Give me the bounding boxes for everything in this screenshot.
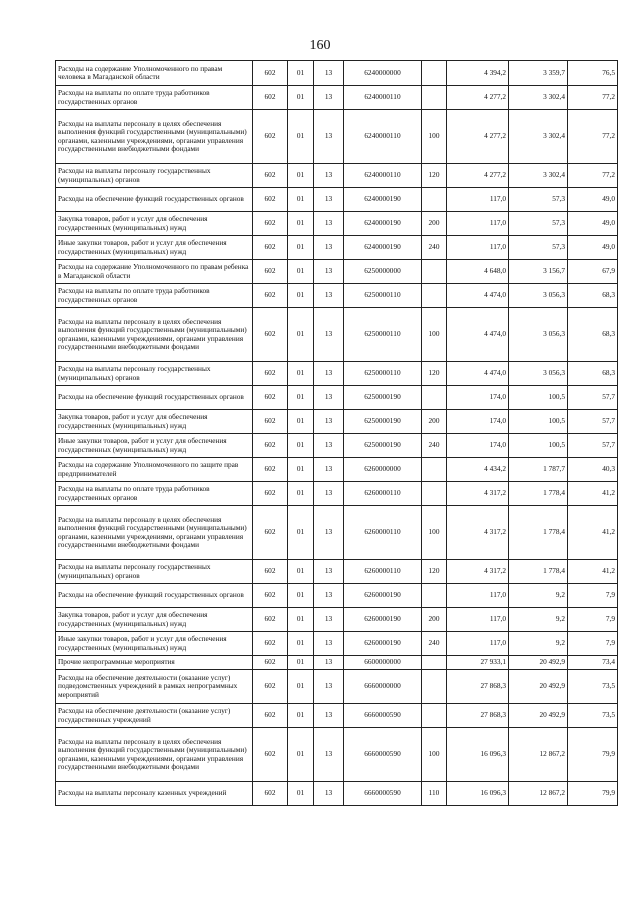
expense-type-cell: 240 <box>422 236 447 260</box>
execution-percent-cell: 67,9 <box>568 260 618 284</box>
actual-amount-cell: 20 492,9 <box>509 656 568 670</box>
subsection-code-cell: 13 <box>314 362 344 386</box>
execution-percent-cell: 41,2 <box>568 560 618 584</box>
expense-type-cell: 240 <box>422 434 447 458</box>
section-code-cell: 01 <box>288 164 314 188</box>
table-row <box>56 560 618 584</box>
row-name-cell: Расходы на обеспечение функций государственных органов <box>56 386 253 410</box>
section-code-cell: 01 <box>288 458 314 482</box>
subsection-code-cell: 13 <box>314 386 344 410</box>
subsection-code-cell: 13 <box>314 704 344 728</box>
execution-percent-cell: 7,9 <box>568 608 618 632</box>
subsection-code-cell: 13 <box>314 61 344 86</box>
target-article-cell: 6260000000 <box>344 458 422 482</box>
ved-code-cell: 602 <box>253 110 288 164</box>
expense-type-cell: 200 <box>422 608 447 632</box>
section-code-cell: 01 <box>288 308 314 362</box>
target-article-cell: 6660000590 <box>344 728 422 782</box>
planned-amount-cell: 27 933,1 <box>447 656 509 670</box>
planned-amount-cell: 4 434,2 <box>447 458 509 482</box>
table-row <box>56 86 618 110</box>
page-number: 160 <box>309 38 331 53</box>
expense-type-cell <box>422 386 447 410</box>
actual-amount-cell: 9,2 <box>509 632 568 656</box>
actual-amount-cell: 3 156,7 <box>509 260 568 284</box>
expense-type-cell: 100 <box>422 506 447 560</box>
ved-code-cell: 602 <box>253 86 288 110</box>
expense-type-cell: 100 <box>422 308 447 362</box>
expense-type-cell: 120 <box>422 362 447 386</box>
subsection-code-cell: 13 <box>314 482 344 506</box>
subsection-code-cell: 13 <box>314 458 344 482</box>
target-article-cell: 6260000190 <box>344 608 422 632</box>
ved-code-cell: 602 <box>253 482 288 506</box>
table-row <box>56 704 618 728</box>
expense-type-cell: 100 <box>422 110 447 164</box>
section-code-cell: 01 <box>288 188 314 212</box>
execution-percent-cell: 57,7 <box>568 434 618 458</box>
actual-amount-cell: 57,3 <box>509 236 568 260</box>
table-row <box>56 110 618 164</box>
table-row <box>56 284 618 308</box>
planned-amount-cell: 117,0 <box>447 584 509 608</box>
expense-type-cell: 100 <box>422 728 447 782</box>
row-name-cell: Иные закупки товаров, работ и услуг для обеспечения государственных (муниципальных) нужд <box>56 236 253 260</box>
row-name-cell: Расходы на выплаты по оплате труда работников государственных органов <box>56 482 253 506</box>
actual-amount-cell: 57,3 <box>509 212 568 236</box>
table-row <box>56 61 618 86</box>
expense-type-cell <box>422 86 447 110</box>
ved-code-cell: 602 <box>253 284 288 308</box>
row-name-cell: Расходы на выплаты персоналу в целях обеспечения выполнения функций государственными (муниципальными) органами, казенными учреждениями, органами управления государственными внебюджетными фондами <box>56 506 253 560</box>
row-name-cell: Расходы на выплаты персоналу государственных (муниципальных) органов <box>56 560 253 584</box>
planned-amount-cell: 16 096,3 <box>447 782 509 806</box>
ved-code-cell: 602 <box>253 308 288 362</box>
expense-type-cell <box>422 670 447 704</box>
row-name-cell: Расходы на выплаты персоналу в целях обеспечения выполнения функций государственными (муниципальными) органами, казенными учреждениями, органами управления государственными внебюджетными фондами <box>56 308 253 362</box>
ved-code-cell: 602 <box>253 188 288 212</box>
row-name-cell: Расходы на выплаты персоналу в целях обеспечения выполнения функций государственными (муниципальными) органами, казенными учреждениями, органами управления государственными внебюджетными фондами <box>56 728 253 782</box>
target-article-cell: 6240000000 <box>344 61 422 86</box>
actual-amount-cell: 1 778,4 <box>509 506 568 560</box>
section-code-cell: 01 <box>288 386 314 410</box>
ved-code-cell: 602 <box>253 670 288 704</box>
subsection-code-cell: 13 <box>314 728 344 782</box>
table-row <box>56 506 618 560</box>
actual-amount-cell: 3 302,4 <box>509 86 568 110</box>
actual-amount-cell: 12 867,2 <box>509 728 568 782</box>
subsection-code-cell: 13 <box>314 670 344 704</box>
subsection-code-cell: 13 <box>314 260 344 284</box>
planned-amount-cell: 4 317,2 <box>447 560 509 584</box>
row-name-cell: Расходы на выплаты персоналу государственных (муниципальных) органов <box>56 362 253 386</box>
section-code-cell: 01 <box>288 410 314 434</box>
execution-percent-cell: 41,2 <box>568 506 618 560</box>
planned-amount-cell: 174,0 <box>447 410 509 434</box>
actual-amount-cell: 3 302,4 <box>509 164 568 188</box>
subsection-code-cell: 13 <box>314 164 344 188</box>
subsection-code-cell: 13 <box>314 656 344 670</box>
ved-code-cell: 602 <box>253 584 288 608</box>
row-name-cell: Расходы на содержание Уполномоченного по правам человека в Магаданской области <box>56 61 253 86</box>
table-row <box>56 458 618 482</box>
target-article-cell: 6260000110 <box>344 482 422 506</box>
subsection-code-cell: 13 <box>314 188 344 212</box>
actual-amount-cell: 20 492,9 <box>509 704 568 728</box>
execution-percent-cell: 7,9 <box>568 584 618 608</box>
actual-amount-cell: 3 302,4 <box>509 110 568 164</box>
row-name-cell: Иные закупки товаров, работ и услуг для обеспечения государственных (муниципальных) нужд <box>56 434 253 458</box>
section-code-cell: 01 <box>288 236 314 260</box>
section-code-cell: 01 <box>288 728 314 782</box>
subsection-code-cell: 13 <box>314 584 344 608</box>
section-code-cell: 01 <box>288 110 314 164</box>
ved-code-cell: 602 <box>253 458 288 482</box>
target-article-cell: 6240000110 <box>344 110 422 164</box>
section-code-cell: 01 <box>288 584 314 608</box>
planned-amount-cell: 4 277,2 <box>447 86 509 110</box>
target-article-cell: 6250000190 <box>344 434 422 458</box>
ved-code-cell: 602 <box>253 506 288 560</box>
execution-percent-cell: 77,2 <box>568 86 618 110</box>
execution-percent-cell: 7,9 <box>568 632 618 656</box>
actual-amount-cell: 9,2 <box>509 608 568 632</box>
planned-amount-cell: 117,0 <box>447 608 509 632</box>
planned-amount-cell: 4 474,0 <box>447 308 509 362</box>
execution-percent-cell: 57,7 <box>568 386 618 410</box>
row-name-cell: Расходы на содержание Уполномоченного по правам ребенка в Магаданской области <box>56 260 253 284</box>
target-article-cell: 6260000190 <box>344 584 422 608</box>
section-code-cell: 01 <box>288 86 314 110</box>
ved-code-cell: 602 <box>253 560 288 584</box>
table-row <box>56 656 618 670</box>
ved-code-cell: 602 <box>253 704 288 728</box>
planned-amount-cell: 117,0 <box>447 188 509 212</box>
row-name-cell: Расходы на выплаты персоналу в целях обеспечения выполнения функций государственными (муниципальными) органами, казенными учреждениями, органами управления государственными внебюджетными фондами <box>56 110 253 164</box>
table-row <box>56 164 618 188</box>
section-code-cell: 01 <box>288 632 314 656</box>
execution-percent-cell: 73,5 <box>568 670 618 704</box>
section-code-cell: 01 <box>288 61 314 86</box>
execution-percent-cell: 68,3 <box>568 362 618 386</box>
planned-amount-cell: 4 277,2 <box>447 164 509 188</box>
planned-amount-cell: 4 474,0 <box>447 284 509 308</box>
execution-percent-cell: 76,5 <box>568 61 618 86</box>
ved-code-cell: 602 <box>253 728 288 782</box>
execution-percent-cell: 79,9 <box>568 728 618 782</box>
target-article-cell: 6240000110 <box>344 86 422 110</box>
target-article-cell: 6250000190 <box>344 386 422 410</box>
ved-code-cell: 602 <box>253 212 288 236</box>
planned-amount-cell: 4 317,2 <box>447 482 509 506</box>
target-article-cell: 6660000590 <box>344 782 422 806</box>
execution-percent-cell: 68,3 <box>568 284 618 308</box>
actual-amount-cell: 3 056,3 <box>509 362 568 386</box>
planned-amount-cell: 4 648,0 <box>447 260 509 284</box>
expense-type-cell: 120 <box>422 164 447 188</box>
planned-amount-cell: 117,0 <box>447 236 509 260</box>
actual-amount-cell: 20 492,9 <box>509 670 568 704</box>
section-code-cell: 01 <box>288 434 314 458</box>
actual-amount-cell: 3 056,3 <box>509 308 568 362</box>
section-code-cell: 01 <box>288 284 314 308</box>
section-code-cell: 01 <box>288 560 314 584</box>
subsection-code-cell: 13 <box>314 212 344 236</box>
table-row <box>56 308 618 362</box>
execution-percent-cell: 68,3 <box>568 308 618 362</box>
ved-code-cell: 602 <box>253 608 288 632</box>
actual-amount-cell: 1 778,4 <box>509 482 568 506</box>
section-code-cell: 01 <box>288 608 314 632</box>
actual-amount-cell: 12 867,2 <box>509 782 568 806</box>
ved-code-cell: 602 <box>253 362 288 386</box>
planned-amount-cell: 27 868,3 <box>447 670 509 704</box>
target-article-cell: 6260000110 <box>344 560 422 584</box>
planned-amount-cell: 4 277,2 <box>447 110 509 164</box>
row-name-cell: Расходы на выплаты персоналу государственных (муниципальных) органов <box>56 164 253 188</box>
expense-type-cell: 120 <box>422 560 447 584</box>
target-article-cell: 6250000110 <box>344 284 422 308</box>
execution-percent-cell: 73,4 <box>568 656 618 670</box>
row-name-cell: Расходы на выплаты персоналу казенных учреждений <box>56 782 253 806</box>
actual-amount-cell: 3 359,7 <box>509 61 568 86</box>
expense-type-cell: 200 <box>422 410 447 434</box>
subsection-code-cell: 13 <box>314 410 344 434</box>
expense-type-cell: 110 <box>422 782 447 806</box>
row-name-cell: Иные закупки товаров, работ и услуг для обеспечения государственных (муниципальных) нужд <box>56 632 253 656</box>
subsection-code-cell: 13 <box>314 86 344 110</box>
ved-code-cell: 602 <box>253 632 288 656</box>
actual-amount-cell: 100,5 <box>509 434 568 458</box>
subsection-code-cell: 13 <box>314 284 344 308</box>
target-article-cell: 6250000110 <box>344 362 422 386</box>
row-name-cell: Расходы на обеспечение деятельности (оказание услуг) государственных учреждений <box>56 704 253 728</box>
table-row <box>56 482 618 506</box>
actual-amount-cell: 100,5 <box>509 386 568 410</box>
section-code-cell: 01 <box>288 782 314 806</box>
target-article-cell: 6260000110 <box>344 506 422 560</box>
actual-amount-cell: 57,3 <box>509 188 568 212</box>
table-row <box>56 584 618 608</box>
subsection-code-cell: 13 <box>314 308 344 362</box>
table-row <box>56 212 618 236</box>
table-row <box>56 362 618 386</box>
planned-amount-cell: 117,0 <box>447 632 509 656</box>
section-code-cell: 01 <box>288 670 314 704</box>
subsection-code-cell: 13 <box>314 632 344 656</box>
row-name-cell: Расходы на обеспечение деятельности (оказание услуг) подведомственных учреждений в рамках непрограммных мероприятий <box>56 670 253 704</box>
expense-type-cell <box>422 482 447 506</box>
subsection-code-cell: 13 <box>314 236 344 260</box>
execution-percent-cell: 41,2 <box>568 482 618 506</box>
table-row <box>56 410 618 434</box>
actual-amount-cell: 100,5 <box>509 410 568 434</box>
target-article-cell: 6660000000 <box>344 670 422 704</box>
target-article-cell: 6250000000 <box>344 260 422 284</box>
subsection-code-cell: 13 <box>314 110 344 164</box>
planned-amount-cell: 117,0 <box>447 212 509 236</box>
expense-type-cell <box>422 284 447 308</box>
execution-percent-cell: 79,9 <box>568 782 618 806</box>
table-row <box>56 434 618 458</box>
target-article-cell: 6600000000 <box>344 656 422 670</box>
ved-code-cell: 602 <box>253 656 288 670</box>
subsection-code-cell: 13 <box>314 560 344 584</box>
table-row <box>56 632 618 656</box>
row-name-cell: Расходы на выплаты по оплате труда работников государственных органов <box>56 284 253 308</box>
expense-type-cell <box>422 61 447 86</box>
table-row <box>56 386 618 410</box>
execution-percent-cell: 49,0 <box>568 188 618 212</box>
ved-code-cell: 602 <box>253 61 288 86</box>
expense-type-cell <box>422 188 447 212</box>
planned-amount-cell: 174,0 <box>447 434 509 458</box>
planned-amount-cell: 27 868,3 <box>447 704 509 728</box>
budget-expenditure-table <box>55 60 618 806</box>
actual-amount-cell: 3 056,3 <box>509 284 568 308</box>
section-code-cell: 01 <box>288 362 314 386</box>
ved-code-cell: 602 <box>253 782 288 806</box>
execution-percent-cell: 77,2 <box>568 164 618 188</box>
target-article-cell: 6240000190 <box>344 236 422 260</box>
target-article-cell: 6240000190 <box>344 188 422 212</box>
row-name-cell: Расходы на обеспечение функций государственных органов <box>56 584 253 608</box>
ved-code-cell: 602 <box>253 410 288 434</box>
execution-percent-cell: 49,0 <box>568 236 618 260</box>
actual-amount-cell: 9,2 <box>509 584 568 608</box>
ved-code-cell: 602 <box>253 386 288 410</box>
row-name-cell: Закупка товаров, работ и услуг для обеспечения государственных (муниципальных) нужд <box>56 212 253 236</box>
expense-type-cell: 200 <box>422 212 447 236</box>
section-code-cell: 01 <box>288 212 314 236</box>
table-row <box>56 670 618 704</box>
table-body <box>56 61 618 806</box>
ved-code-cell: 602 <box>253 260 288 284</box>
planned-amount-cell: 4 317,2 <box>447 506 509 560</box>
target-article-cell: 6240000190 <box>344 212 422 236</box>
section-code-cell: 01 <box>288 704 314 728</box>
planned-amount-cell: 4 474,0 <box>447 362 509 386</box>
planned-amount-cell: 16 096,3 <box>447 728 509 782</box>
table-row <box>56 260 618 284</box>
table-row <box>56 188 618 212</box>
table-row <box>56 728 618 782</box>
table-row <box>56 782 618 806</box>
planned-amount-cell: 174,0 <box>447 386 509 410</box>
row-name-cell: Расходы на содержание Уполномоченного по защите прав предпринимателей <box>56 458 253 482</box>
execution-percent-cell: 49,0 <box>568 212 618 236</box>
execution-percent-cell: 73,5 <box>568 704 618 728</box>
subsection-code-cell: 13 <box>314 434 344 458</box>
target-article-cell: 6250000110 <box>344 308 422 362</box>
ved-code-cell: 602 <box>253 164 288 188</box>
execution-percent-cell: 40,3 <box>568 458 618 482</box>
row-name-cell: Закупка товаров, работ и услуг для обеспечения государственных (муниципальных) нужд <box>56 608 253 632</box>
subsection-code-cell: 13 <box>314 608 344 632</box>
target-article-cell: 6240000110 <box>344 164 422 188</box>
execution-percent-cell: 57,7 <box>568 410 618 434</box>
expense-type-cell <box>422 260 447 284</box>
section-code-cell: 01 <box>288 260 314 284</box>
actual-amount-cell: 1 778,4 <box>509 560 568 584</box>
row-name-cell: Прочие непрограммные мероприятия <box>56 656 253 670</box>
expense-type-cell <box>422 704 447 728</box>
subsection-code-cell: 13 <box>314 782 344 806</box>
section-code-cell: 01 <box>288 482 314 506</box>
ved-code-cell: 602 <box>253 236 288 260</box>
subsection-code-cell: 13 <box>314 506 344 560</box>
expense-type-cell <box>422 458 447 482</box>
target-article-cell: 6260000190 <box>344 632 422 656</box>
expense-type-cell: 240 <box>422 632 447 656</box>
row-name-cell: Расходы на обеспечение функций государственных органов <box>56 188 253 212</box>
target-article-cell: 6660000590 <box>344 704 422 728</box>
target-article-cell: 6250000190 <box>344 410 422 434</box>
section-code-cell: 01 <box>288 506 314 560</box>
execution-percent-cell: 77,2 <box>568 110 618 164</box>
section-code-cell: 01 <box>288 656 314 670</box>
row-name-cell: Закупка товаров, работ и услуг для обеспечения государственных (муниципальных) нужд <box>56 410 253 434</box>
row-name-cell: Расходы на выплаты по оплате труда работников государственных органов <box>56 86 253 110</box>
table-row <box>56 236 618 260</box>
planned-amount-cell: 4 394,2 <box>447 61 509 86</box>
ved-code-cell: 602 <box>253 434 288 458</box>
actual-amount-cell: 1 787,7 <box>509 458 568 482</box>
table-row <box>56 608 618 632</box>
expense-type-cell <box>422 656 447 670</box>
expense-type-cell <box>422 584 447 608</box>
